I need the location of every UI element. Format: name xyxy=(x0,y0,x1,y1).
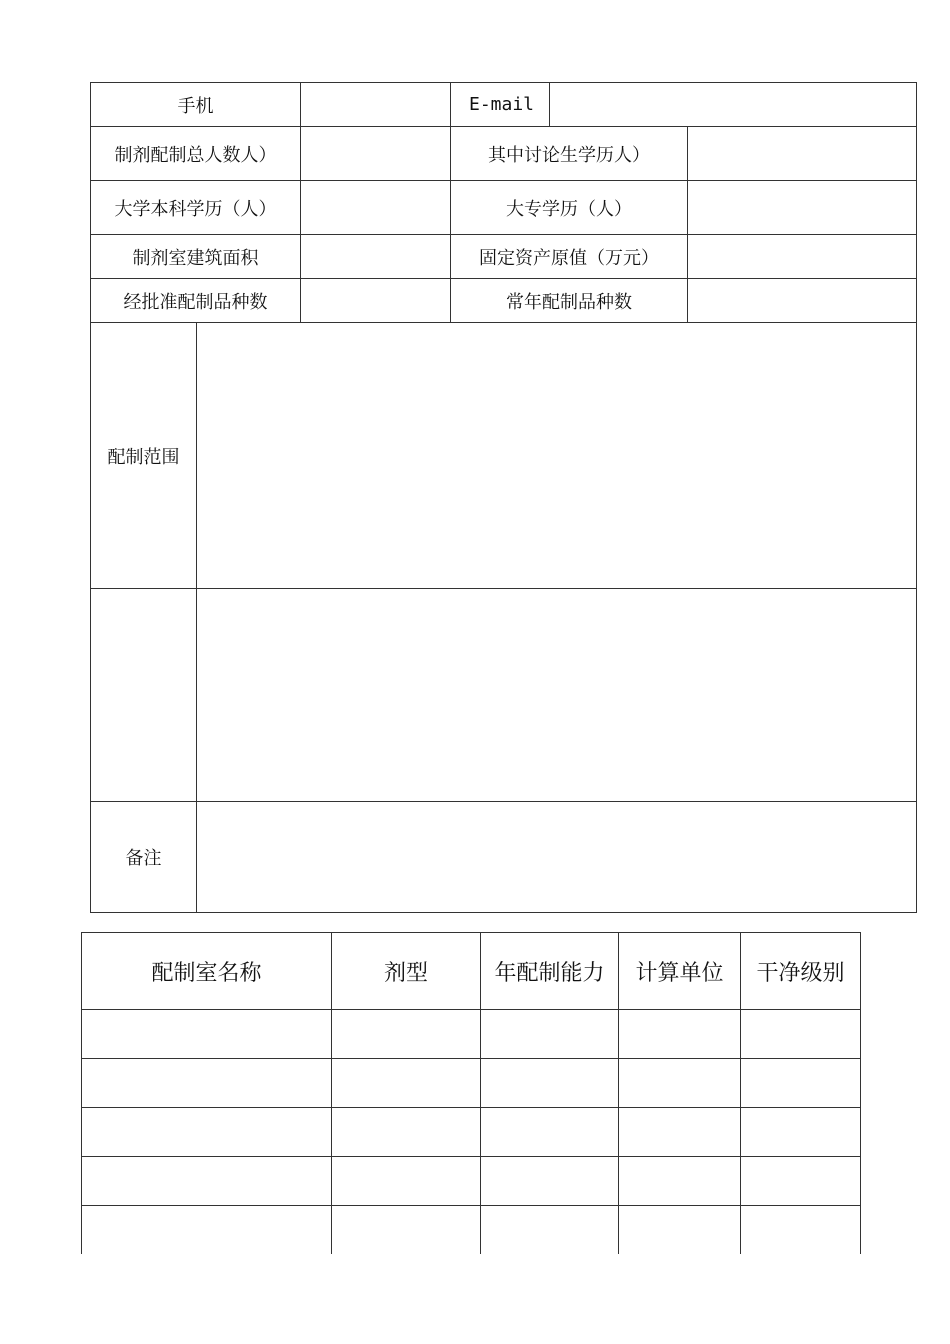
table-cell[interactable] xyxy=(481,1108,619,1157)
area-label: 制剂室建筑面积 xyxy=(91,235,301,279)
table-row xyxy=(82,1206,861,1255)
approved-varieties-label: 经批准配制品种数 xyxy=(91,279,301,323)
total-staff-value-cell[interactable] xyxy=(301,127,451,181)
graduate-value-cell[interactable] xyxy=(688,127,917,181)
table-cell[interactable] xyxy=(82,1010,332,1059)
table-cell[interactable] xyxy=(82,1059,332,1108)
email-value-cell[interactable] xyxy=(550,83,917,127)
assets-label: 固定资产原值（万元） xyxy=(451,235,688,279)
table-cell[interactable] xyxy=(619,1010,741,1059)
remarks-label: 备注 xyxy=(91,802,197,913)
annual-varieties-label: 常年配制品种数 xyxy=(451,279,688,323)
table-cell[interactable] xyxy=(481,1059,619,1108)
scope-value-cell[interactable] xyxy=(197,323,917,589)
annual-varieties-value-cell[interactable] xyxy=(688,279,917,323)
mobile-label: 手机 xyxy=(91,83,301,127)
remarks-value-cell[interactable] xyxy=(197,802,917,913)
bachelor-value-cell[interactable] xyxy=(301,181,451,235)
table-row xyxy=(82,1010,861,1059)
table-cell[interactable] xyxy=(741,1010,861,1059)
table-cell[interactable] xyxy=(619,1157,741,1206)
lab-table xyxy=(81,932,861,1254)
scope-label: 配制范围 xyxy=(91,323,197,589)
header-unit: 计算单位 xyxy=(619,933,741,1010)
table-cell[interactable] xyxy=(619,1206,741,1255)
table-cell[interactable] xyxy=(741,1206,861,1255)
table-row xyxy=(82,1157,861,1206)
college-label: 大专学历（人） xyxy=(451,181,688,235)
college-value-cell[interactable] xyxy=(688,181,917,235)
table-cell[interactable] xyxy=(741,1059,861,1108)
table-cell[interactable] xyxy=(619,1059,741,1108)
table-cell[interactable] xyxy=(741,1108,861,1157)
table-cell[interactable] xyxy=(332,1010,481,1059)
table-cell[interactable] xyxy=(332,1157,481,1206)
table-cell[interactable] xyxy=(481,1157,619,1206)
table-cell[interactable] xyxy=(332,1059,481,1108)
email-label: E-mail xyxy=(451,83,550,127)
table-cell[interactable] xyxy=(481,1206,619,1255)
header-annual-capacity: 年配制能力 xyxy=(481,933,619,1010)
header-lab-name: 配制室名称 xyxy=(82,933,332,1010)
assets-value-cell[interactable] xyxy=(688,235,917,279)
table-row xyxy=(82,1108,861,1157)
table-row xyxy=(82,1059,861,1108)
bachelor-label: 大学本科学历（人） xyxy=(91,181,301,235)
mobile-value-cell[interactable] xyxy=(301,83,451,127)
blank-label-cell xyxy=(91,589,197,802)
blank-value-cell[interactable] xyxy=(197,589,917,802)
table-cell[interactable] xyxy=(741,1157,861,1206)
approved-varieties-value-cell[interactable] xyxy=(301,279,451,323)
header-clean-level: 干净级别 xyxy=(741,933,861,1010)
table-cell[interactable] xyxy=(332,1108,481,1157)
total-staff-label: 制剂配制总人数人） xyxy=(91,127,301,181)
header-dosage-form: 剂型 xyxy=(332,933,481,1010)
table-cell[interactable] xyxy=(82,1157,332,1206)
table-cell[interactable] xyxy=(332,1206,481,1255)
graduate-label: 其中讨论生学历人） xyxy=(451,127,688,181)
area-value-cell[interactable] xyxy=(301,235,451,279)
registration-form-table xyxy=(90,82,917,913)
table-cell[interactable] xyxy=(481,1010,619,1059)
table-cell[interactable] xyxy=(82,1206,332,1255)
table-cell[interactable] xyxy=(619,1108,741,1157)
table-cell[interactable] xyxy=(82,1108,332,1157)
lab-table-header-row xyxy=(82,933,861,1010)
